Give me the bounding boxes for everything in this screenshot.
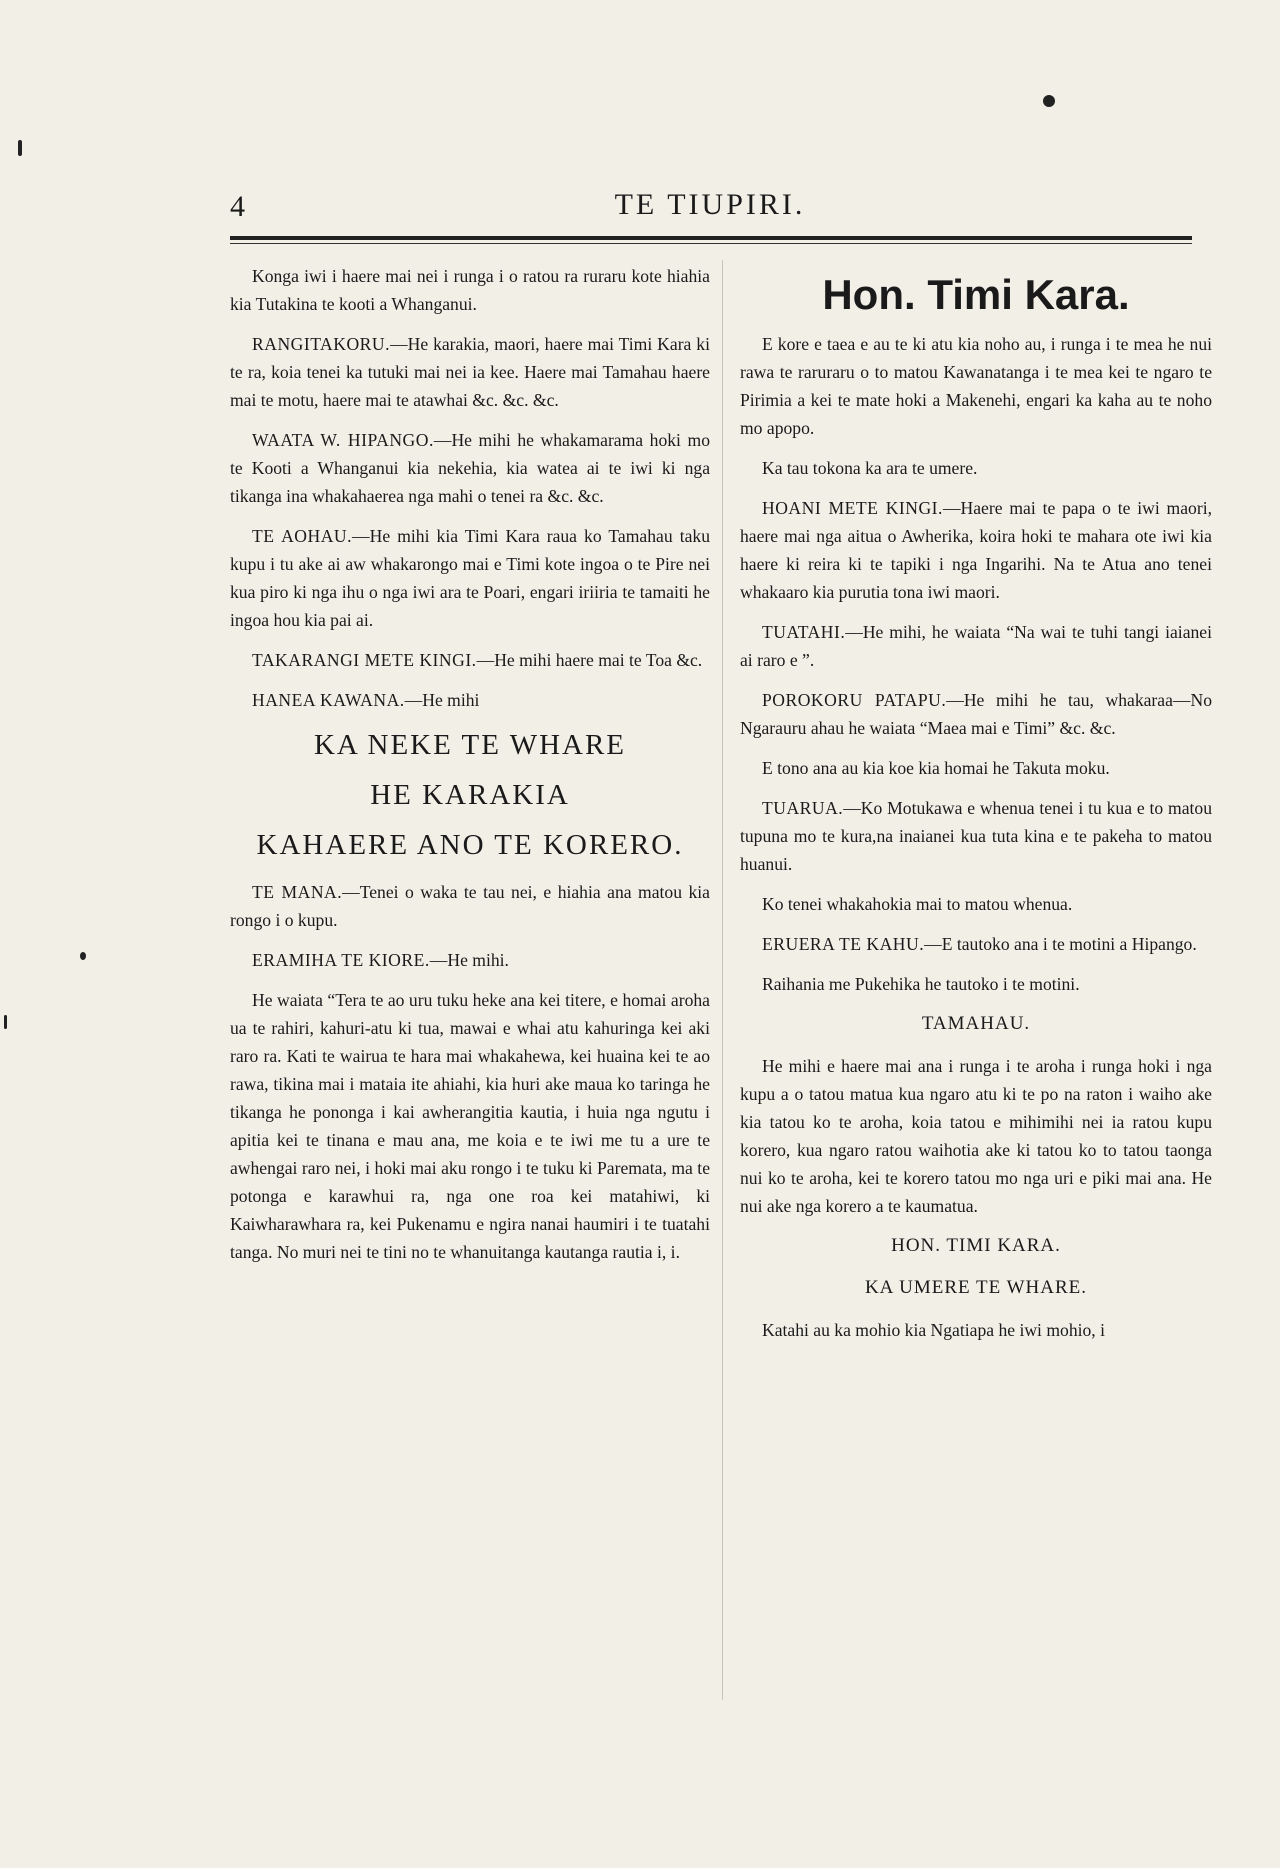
speech-text: —He mihi haere mai te Toa &c. [476, 650, 703, 670]
speaker-name: TE MANA. [252, 882, 343, 902]
header-rule-thin [230, 243, 1192, 244]
speaker-name: HANEA KAWANA. [252, 690, 405, 710]
article-title: Hon. Timi Kara. [822, 271, 1130, 318]
section-heading: TAMAHAU. [921, 1013, 1031, 1034]
speech-text: —He karakia, maori, haere mai Timi Kara ki te ra, koia tenei ka tutuki mai nei ia kee. Haere mai Tamahau haere mai te motu, haere mai te atawhai &c. &c. &c. [230, 334, 710, 410]
section-heading: KA UMERE TE WHARE. [864, 1277, 1088, 1298]
right-column [740, 262, 1212, 1356]
speaker-name: POROKORU PATAPU. [762, 690, 947, 710]
speech-paragraph [740, 930, 1212, 958]
ink-speck [1043, 95, 1055, 107]
speaker-name: TUATAHI. [762, 622, 846, 642]
speaker-name: TUARUA. [762, 798, 844, 818]
section-heading: HON. TIMI KARA. [891, 1235, 1061, 1256]
speech-paragraph [740, 686, 1212, 742]
paragraph: Katahi au ka mohio kia Ngatiapa he iwi mohio, i [762, 1320, 1105, 1340]
song-paragraph: He waiata “Tera te ao uru tuku heke ana kei titere, e homai aroha ua te rahiri, kahuri-atu ki tua, mawai e whai atu kahuringa kei aki raro ra. Kati te wairua te hara mai whakahewa, kei huaina kei te ao rawa, tikina mai i mataia ite ahiahi, kia huri ake maua ko taringa he tikanga he pononga i kai awherangitia kautia, i huia nga ngutu i apitia kei te tinana e mau ana, me koia e te iwi me tu a ure te awhengai raro nei, i hoki mai aku rongo i te tuku ki Paremata, ma te potonga e karawhui ra, nga one roa kei matahiwi, ki Kaiwharawhara ra, kei Pukenamu e ngira nanai haumiri i te tuatahi tanga. No muri nei te tini no te whanuitanga kautanga rautia i, i. [230, 990, 710, 1262]
speech-text: —He mihi [404, 690, 480, 710]
ink-speck [80, 952, 86, 960]
speech-text: —Tenei o waka te tau nei, e hiahia ana matou kia rongo i o kupu. [230, 882, 710, 930]
speaker-name: TAKARANGI METE KINGI. [252, 650, 477, 670]
masthead-title: TE TIUPIRI. [614, 188, 806, 221]
paragraph: E tono ana au kia koe kia homai he Takuta moku. [762, 758, 1110, 778]
speech-paragraph [230, 522, 710, 634]
speech-paragraph [740, 618, 1212, 674]
speech-paragraph [230, 330, 710, 414]
speech-text: —Haere mai te papa o te iwi maori, haere mai nga aitua o Awherika, koira hoki te mahara ote iwi kia haere ki reira ki te tapiki i nga Ingarihi. Na te Atua ano tenei whakaaro kia purutia tona iwi maori. [740, 498, 1212, 602]
speaker-name: ERAMIHA TE KIORE. [252, 950, 430, 970]
speech-paragraph [740, 794, 1212, 878]
paragraph: E kore e taea e au te ki atu kia noho au, i runga i te mea he nui rawa te raruraru o to matou Kawanatanga i te mea kei te ngaro te Pirimia a kei te mate hoki a Makenehi, engari ka kaha au te noho mo apopo. [740, 334, 1212, 438]
speech-text: —He mihi he tau, whakaraa—No Ngarauru ahau he waiata “Maea mai e Timi” &c. &c. [740, 690, 1212, 738]
page-number: 4 [230, 190, 245, 223]
speech-text: —He mihi. [429, 950, 509, 970]
ink-speck [4, 1015, 7, 1029]
speech-text: —E tautoko ana i te motini a Hipango. [924, 934, 1197, 954]
paragraph: He mihi e haere mai ana i runga i te aroha i runga hoki i nga kupu a o tatou matua kua ngaro atu ki te po na raton i waiho ake kia tatou ko te aroha, koia tatou e mihimihi nei ia ratou kupu korero, kua ngaro ratou waihotia ake ki tatou ko to tatou taonga nui ko te aroha, kei te korero tatou mo nga uri e piki mai ana. He nui ake nga korero a te kaumatua. [740, 1056, 1212, 1216]
paragraph: Konga iwi i haere mai nei i runga i o ratou ra ruraru kote hiahia kia Tutakina te kooti a Whanganui. [230, 266, 710, 314]
speech-paragraph [230, 426, 710, 510]
speaker-name: TE AOHAU. [252, 526, 353, 546]
paragraph: Ka tau tokona ka ara te umere. [762, 458, 978, 478]
speech-text: —He mihi, he waiata “Na wai te tuhi tangi iaianei ai raro e ”. [740, 622, 1212, 670]
column-divider [722, 260, 723, 1700]
speech-text: —He mihi he whakamarama hoki mo te Kooti a Whanganui kia nekehia, kia watea ai te iwi ki nga tikanga ina whakahaerea nga mahi o tenei ra &c. &c. [230, 430, 710, 506]
section-heading: KAHAERE ANO TE KORERO. [256, 829, 684, 861]
left-column [230, 262, 710, 1278]
speech-text: —Ko Motukawa e whenua tenei i tu kua e to matou tupuna mo te kura,na inaianei kua tuta kina e te pakeha to matou huanui. [740, 798, 1212, 874]
speech-paragraph [230, 646, 710, 674]
speech-paragraph [740, 494, 1212, 606]
speaker-name: ERUERA TE KAHU. [762, 934, 925, 954]
speech-text: —He mihi kia Timi Kara raua ko Tamahau taku kupu i tu ake ai aw whakarongo mai e Timi kote ingoa o te Pire nei kua piro ki nga ihu o nga iwi ara te Poari, engari iriiria te tamaiti he ingoa hou kia pai ai. [230, 526, 710, 630]
speaker-name: WAATA W. HIPANGO. [252, 430, 434, 450]
ink-speck [18, 140, 22, 156]
header-rule-thick [230, 236, 1192, 240]
speaker-name: HOANI METE KINGI. [762, 498, 943, 518]
speech-paragraph [230, 946, 710, 974]
section-heading: HE KARAKIA [370, 779, 570, 811]
paragraph: Raihania me Pukehika he tautoko i te motini. [762, 974, 1080, 994]
speaker-name: RANGITAKORU. [252, 334, 391, 354]
speech-paragraph [230, 878, 710, 934]
section-heading: KA NEKE TE WHARE [313, 729, 627, 761]
paragraph: Ko tenei whakahokia mai to matou whenua. [762, 894, 1073, 914]
speech-paragraph [230, 686, 710, 714]
